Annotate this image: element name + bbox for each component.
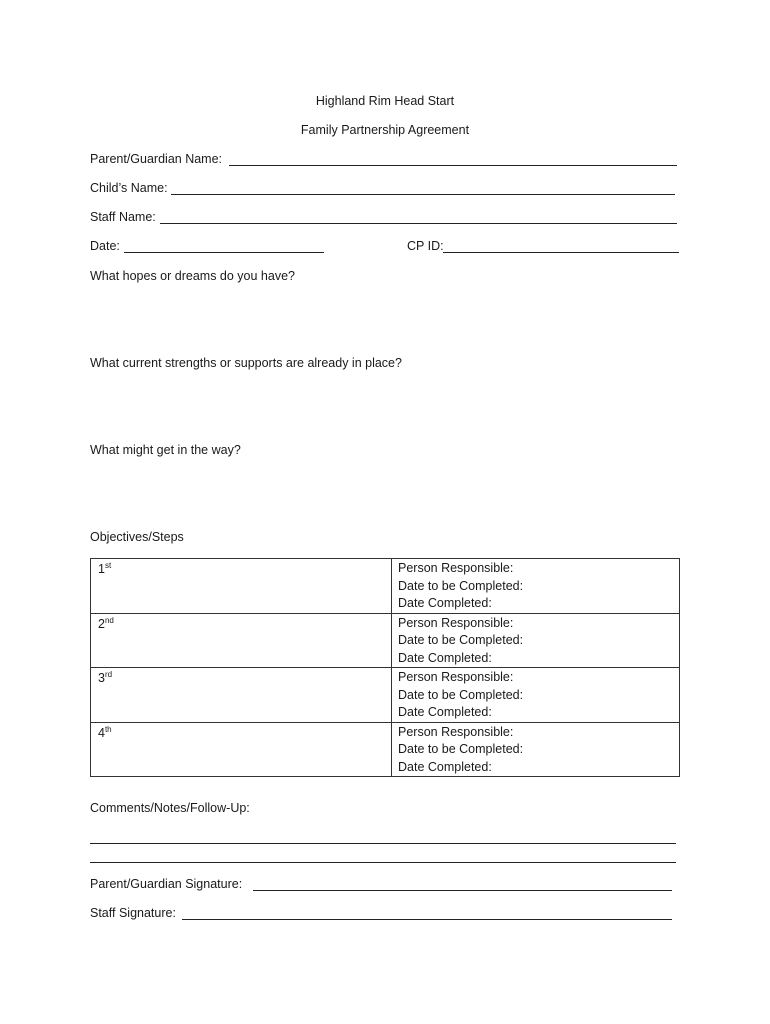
person-responsible-label: Person Responsible: bbox=[398, 724, 514, 739]
question-strengths: What current strengths or supports are already in place? bbox=[90, 356, 402, 370]
step-ordinal: 2nd bbox=[98, 615, 114, 631]
objective-details-cell[interactable] bbox=[392, 613, 680, 668]
question-obstacles: What might get in the way? bbox=[90, 443, 241, 457]
comments-line-1[interactable] bbox=[90, 843, 676, 844]
parent-signature-label: Parent/Guardian Signature: bbox=[90, 877, 243, 891]
staff-signature-field[interactable] bbox=[182, 919, 672, 920]
question-hopes: What hopes or dreams do you have? bbox=[90, 269, 295, 283]
objective-row-1 bbox=[91, 559, 680, 614]
objective-step-cell[interactable] bbox=[91, 668, 392, 723]
objective-details-cell[interactable] bbox=[392, 722, 680, 777]
org-name: Highland Rim Head Start bbox=[315, 94, 455, 108]
parent-name-field[interactable] bbox=[229, 165, 677, 166]
date-to-be-completed-label: Date to be Completed: bbox=[398, 633, 524, 647]
date-completed-label: Date Completed: bbox=[398, 596, 492, 610]
parent-signature-field[interactable] bbox=[253, 890, 672, 891]
date-completed-label: Date Completed: bbox=[398, 705, 492, 719]
date-to-be-completed-label: Date to be Completed: bbox=[398, 687, 524, 702]
date-completed-label: Date Completed: bbox=[398, 650, 492, 665]
person-responsible-label: Person Responsible: bbox=[398, 670, 514, 684]
objective-row-4 bbox=[91, 722, 680, 777]
date-completed-label: Date Completed: bbox=[398, 759, 492, 774]
objective-step-cell[interactable] bbox=[91, 613, 392, 668]
staff-name-field[interactable] bbox=[160, 223, 677, 224]
cp-id-field[interactable] bbox=[443, 252, 679, 253]
cp-id-label: CP ID: bbox=[407, 239, 444, 253]
child-name-field[interactable] bbox=[171, 194, 675, 195]
comments-label: Comments/Notes/Follow-Up: bbox=[90, 801, 250, 815]
step-ordinal: 4th bbox=[98, 724, 112, 740]
person-responsible-label: Person Responsible: bbox=[398, 561, 514, 575]
parent-name-label: Parent/Guardian Name: bbox=[90, 152, 223, 166]
date-field[interactable] bbox=[124, 252, 324, 253]
objective-step-cell[interactable] bbox=[91, 722, 392, 777]
comments-line-2[interactable] bbox=[90, 862, 676, 863]
date-label: Date: bbox=[90, 239, 120, 253]
objectives-heading: Objectives/Steps bbox=[90, 530, 184, 544]
form-title: Family Partnership Agreement bbox=[300, 123, 470, 137]
date-to-be-completed-label: Date to be Completed: bbox=[398, 578, 524, 593]
step-ordinal: 3rd bbox=[98, 669, 113, 685]
objective-row-3 bbox=[91, 668, 680, 723]
staff-name-label: Staff Name: bbox=[90, 210, 156, 224]
staff-signature-label: Staff Signature: bbox=[90, 906, 176, 920]
child-name-label: Child’s Name: bbox=[90, 181, 168, 195]
objectives-table bbox=[90, 558, 680, 777]
objective-row-2 bbox=[91, 613, 680, 668]
step-ordinal: 1st bbox=[98, 560, 112, 576]
date-to-be-completed-label: Date to be Completed: bbox=[398, 742, 524, 756]
person-responsible-label: Person Responsible: bbox=[398, 615, 514, 630]
objective-step-cell[interactable] bbox=[91, 559, 392, 614]
objective-details-cell[interactable] bbox=[392, 668, 680, 723]
objective-details-cell[interactable] bbox=[392, 559, 680, 614]
